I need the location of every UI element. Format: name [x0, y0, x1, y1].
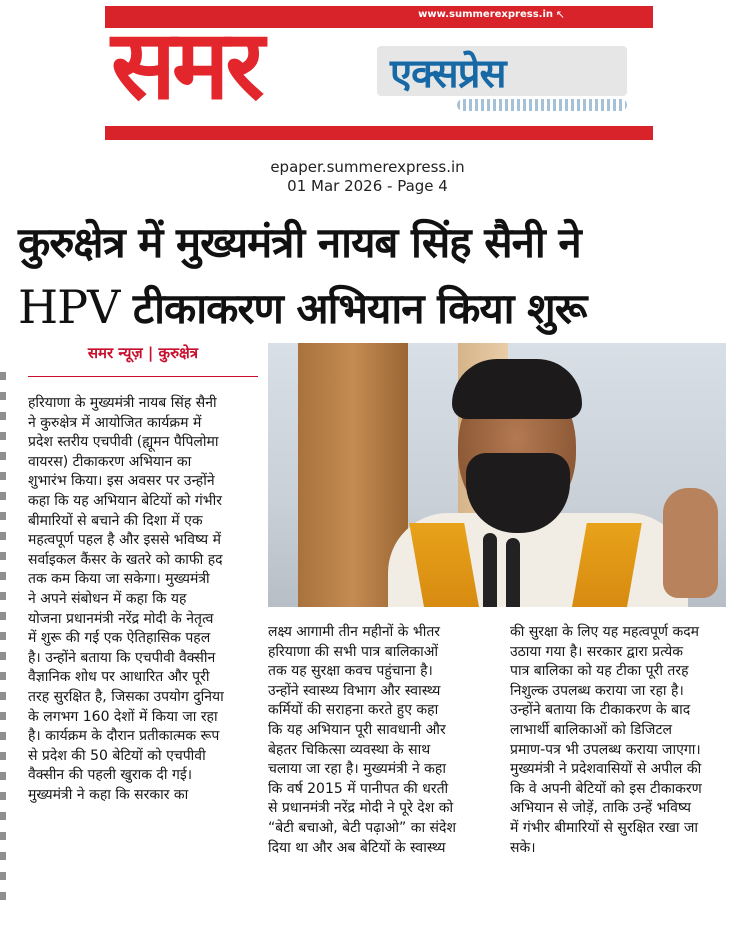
page-edge-marks [0, 372, 6, 912]
article-photo [268, 343, 726, 607]
microphone-icon [483, 533, 497, 607]
masthead-url[interactable]: www.summerexpress.in [418, 9, 553, 20]
article-column-3 [510, 623, 728, 858]
masthead-bottom-bar [105, 126, 653, 140]
column-3-text: की सुरक्षा के लिए यह महत्वपूर्ण कदम उठाया गया है। सरकार द्वारा प्रत्येक पात्र बालिका को यह टीका पूरी तरह निशुल्क उपलब्ध कराया जा रहा है। उन्होंने बताया कि टीकाकरण के बाद लाभार्थी बालिकाओं को डिजिटल प्रमाण-पत्र भी उपलब्ध कराया जाएगा। मुख्यमंत्री ने प्रदेशवासियों से अपील की कि वे अपनी बेटियों को इस टीकाकरण अभियान से जोड़ें, ताकि उन्हें भविष्य में गंभीर बीमारियों से सुरक्षित रखा जा सके। [510, 624, 702, 856]
headline-line-2 [18, 278, 728, 338]
photo-hair [452, 359, 582, 419]
edition-site: epaper.summerexpress.in [270, 158, 465, 176]
headline-hpv: HPV [18, 280, 120, 334]
headline-line-2-rest: टीकाकरण अभियान किया शुरू [132, 284, 587, 333]
photo-raised-hand [663, 488, 718, 598]
masthead-logo-primary: समर [111, 8, 261, 121]
masthead-logo-secondary: एक्सप्रेस [390, 51, 506, 97]
masthead-stripes [457, 99, 627, 111]
edition-date-page: 01 Mar 2026 - Page 4 [287, 177, 448, 195]
byline: समर न्यूज़ | कुरुक्षेत्र [87, 344, 199, 362]
article-column-1 [28, 394, 245, 805]
cursor-arrow-icon: ↖ [555, 8, 565, 21]
article-column-2 [268, 623, 488, 858]
headline-line-1: कुरुक्षेत्र में मुख्यमंत्री नायब सिंह सैनी ने [18, 218, 581, 267]
masthead [105, 6, 653, 140]
column-1-text: हरियाणा के मुख्यमंत्री नायब सिंह सैनी ने कुरुक्षेत्र में आयोजित कार्यक्रम में प्रदेश स्तरीय एचपीवी (ह्यूमन पैपिलोमा वायरस) टीकाकरण अभियान का शुभारंभ किया। इस अवसर पर उन्होंने कहा कि यह अभियान बेटियों को गंभीर बीमारियों से बचाने की दिशा में एक महत्वपूर्ण पहल है और इससे भविष्य में सर्वाइकल कैंसर के खतरे को काफी हद तक कम किया जा सकेगा। मुख्यमंत्री ने अपने संबोधन में कहा कि यह योजना प्रधानमंत्री नरेंद्र मोदी के नेतृत्व में शुरू की गई एक ऐतिहासिक पहल है। उन्होंने बताया कि एचपीवी वैक्सीन वैज्ञानिक शोध पर आधारित और पूरी तरह सुरक्षित है, जिसका उपयोग दुनिया के लगभग 160 देशों में किया जा रहा है। कार्यक्रम के दौरान प्रतीकात्मक रूप से प्रदेश की 50 बेटियों को एचपीवी वैक्सीन की पहली खुराक दी गई। मुख्यमंत्री ने कहा कि सरकार का [28, 395, 224, 803]
column-2-text: लक्ष्य आगामी तीन महीनों के भीतर हरियाणा की सभी पात्र बालिकाओं तक यह सुरक्षा कवच पहुंचाना है। उन्होंने स्वास्थ्य विभाग और स्वास्थ्य कर्मियों की सराहना करते हुए कहा कि यह अभियान पूरी सावधानी और बेहतर चिकित्सा व्यवस्था के साथ चलाया जा रहा है। मुख्यमंत्री ने कहा कि वर्ष 2015 में पानीपत की धरती से प्रधानमंत्री नरेंद्र मोदी ने पूरे देश को “बेटी बचाओ, बेटी पढ़ाओ” का संदेश दिया था और अब बेटियों के स्वास्थ्य [268, 624, 456, 856]
byline-rule [28, 376, 258, 377]
microphone-icon [506, 538, 520, 607]
